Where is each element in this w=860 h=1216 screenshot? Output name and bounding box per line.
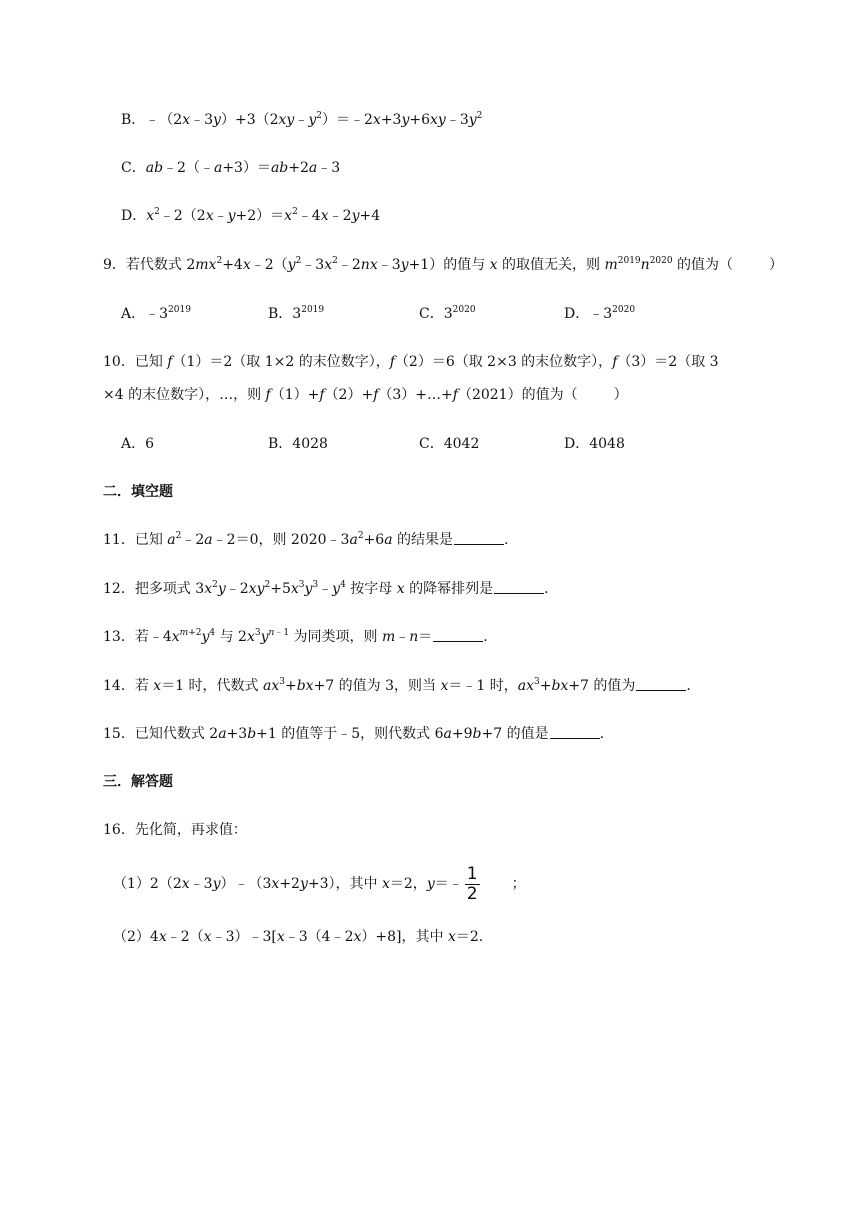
q14: 14．若 x＝1 时，代数式 $ax^3+bx+7$ 的值为 3，则当 x＝﹣1 时，$ax^3+bx+7$ 的值为 . [103,677,691,694]
q12: 12．把多项式 $3x^2y﹣2xy^2+5x^3y^3﹣y^4$ 按字母 x 的降幂排列是 . [103,580,549,597]
q10-option-b: B．4028 [268,436,328,452]
q16-stem [103,821,247,839]
fraction-numerator: 1 [466,863,478,884]
q11-answer-blank[interactable] [454,532,504,545]
q16-part2: （2）4x﹣2（x﹣3）﹣3[x﹣3（4﹣2x）+8]，其中 x＝2. [113,929,484,945]
q16-part1-label: （1） [113,876,150,892]
q8-option-d: D．$x^2﹣2(2x﹣y+2)=x^2﹣4x﹣2y+4$ [121,207,381,224]
q9-stem-suffix: 的值为（ [677,257,734,273]
q16-part2-label: （2） [113,929,150,945]
q11: 11．已知 $a^2﹣2a﹣2=0$，则 $2020﹣3a^2+6a$ 的结果是 . [103,531,509,548]
q9-stem: 9．若代数式 $2mx^2+4x﹣2(y^2﹣3x^2﹣2nx﹣3y+1)$的值与 x 的取值无关，则 $m^{2019}n^{2020}$ 的值为（ ） [103,256,784,273]
q10-stem-line2: ×4 的末位数字），…，则 f（1）+f（2）+f（3）+…+f（2021）的值为（ ） [103,387,628,403]
q9-option-d: D．$﹣3^{2020}$ [564,305,636,322]
q13: 13．若$﹣4x^{m+2}y^4$ 与 $2x^3y^{n﹣1}$ 为同类项，则 m﹣n＝ . [103,628,488,645]
section-heading-fill-in: 二．填空题 [103,484,173,500]
q8-option-d-label: D． [121,208,147,224]
q9-option-b: B．$3^{2019}$ [268,305,325,322]
q13-answer-blank[interactable] [433,629,483,642]
q10-option-a: A．6 [121,436,155,452]
q11-number: 11． [103,532,135,548]
q10-stem-close: ） [613,387,628,403]
q16-stem-text: 先化简，再求值： [134,822,247,838]
q10-option-d: D．4048 [564,436,625,452]
q8-option-c-label: C． [121,160,146,176]
fraction-denominator: 2 [466,883,478,904]
q12-number: 12． [103,581,135,597]
q14-number: 14． [103,678,135,694]
q16-part1: （1）2（2x﹣3y）﹣（3x+2y+3），其中 x＝2，y＝﹣ $\frac{1}{2}$ ； [113,863,526,904]
section-heading-solve: 三．解答题 [103,774,173,790]
q8-option-c: C．ab﹣2（﹣a+3）＝ab+2a﹣3 [121,160,341,176]
q10-option-c: C．4042 [419,436,480,452]
q15-answer-blank[interactable] [550,726,600,739]
q12-answer-blank[interactable] [494,581,544,594]
q9-number: 9． [103,257,126,273]
q15-number: 15． [103,726,135,742]
q10-stem-line1: 10．已知 f（1）＝2（取 1×2 的末位数字），f（2）＝6（取 2×3 的末位数字），f（3）＝2（取 3 [103,354,719,370]
q16-part1-fraction [465,865,480,904]
q9-option-c: C．$3^{2020}$ [419,305,476,322]
q13-number: 13． [103,629,135,645]
q8-option-b-label: B． [121,112,146,128]
q8-option-b: B．$﹣(2x﹣3y)+3(2xy﹣y^2)=﹣2x+3y+6xy﹣3y^2$ [121,111,483,128]
q15: 15．已知代数式 2a+3b+1 的值等于﹣5，则代数式 6a+9b+7 的值是 . [103,726,605,742]
q10-number: 10． [103,354,135,370]
q16-part1-end: ； [511,876,526,892]
q9-options [0,305,860,323]
q9-stem-close: ） [769,257,784,273]
q10-options [0,435,860,453]
q14-answer-blank[interactable] [636,678,686,691]
q16-number: 16． [103,822,135,838]
q9-option-a: A．$﹣3^{2019}$ [121,305,191,322]
q9-stem-prefix: 若代数式 2 [125,257,196,273]
